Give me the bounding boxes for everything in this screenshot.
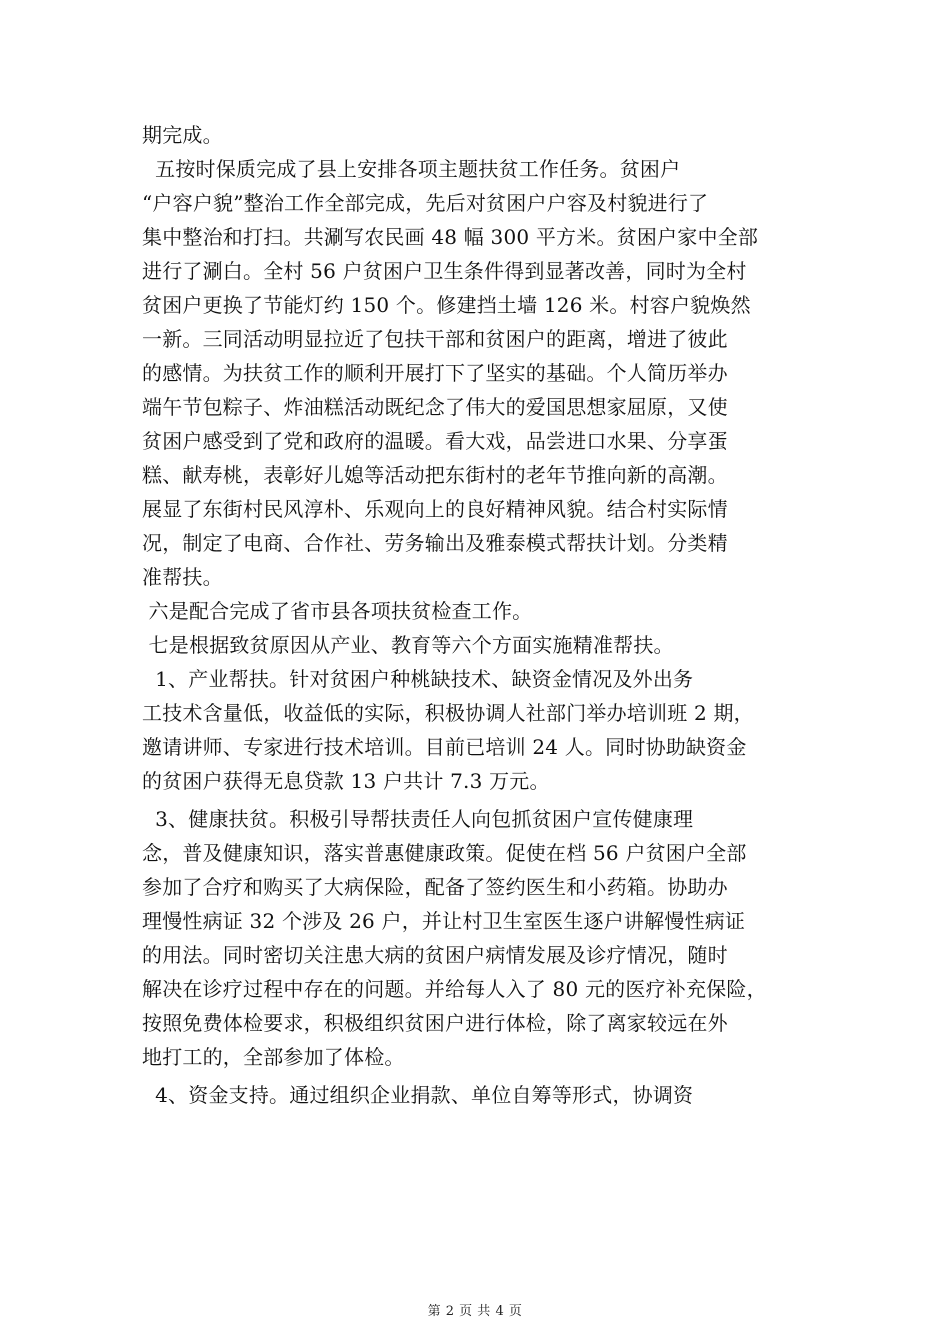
text-line: 糕、献寿桃，表彰好儿媳等活动把东街村的老年节推向新的高潮。 <box>142 463 728 487</box>
text-line: 理慢性病证 32 个涉及 26 户，并让村卫生室医生逐户讲解慢性病证 <box>142 909 746 933</box>
text-line: 3、健康扶贫。积极引导帮扶责任人向包抓贫困户宣传健康理 <box>142 807 694 831</box>
text-line: 贫困户感受到了党和政府的温暖。看大戏，品尝进口水果、分享蛋 <box>142 429 728 453</box>
text-line: 七是根据致贫原因从产业、教育等六个方面实施精准帮扶。 <box>142 633 674 657</box>
document-body <box>142 118 810 1112</box>
text-line: 五按时保质完成了县上安排各项主题扶贫工作任务。贫困户 <box>142 157 681 181</box>
text-line: 展显了东街村民风淳朴、乐观向上的良好精神风貌。结合村实际情 <box>142 497 728 521</box>
text-line: 按照免费体检要求，积极组织贫困户进行体检，除了离家较远在外 <box>142 1011 728 1035</box>
text-line: 参加了合疗和购买了大病保险，配备了签约医生和小药箱。协助办 <box>142 875 728 899</box>
text-line: 六是配合完成了省市县各项扶贫检查工作。 <box>142 599 533 623</box>
text-line: 工技术含量低，收益低的实际，积极协调人社部门举办培训班 2 期， <box>142 701 754 725</box>
text-line: 地打工的，全部参加了体检。 <box>142 1045 405 1069</box>
text-line: 集中整治和打扫。共涮写农民画 48 幅 300 平方米。贫困户家中全部 <box>142 225 759 249</box>
text-line: “户容户貌”整治工作全部完成，先后对贫困户户容及村貌进行了 <box>142 191 709 215</box>
page-footer <box>0 1300 950 1319</box>
text-line: 准帮扶。 <box>142 565 223 589</box>
text-line: 期完成。 <box>142 123 223 147</box>
text-line: 进行了涮白。全村 56 户贫困户卫生条件得到显著改善，同时为全村 <box>142 259 747 283</box>
text-line: 端午节包粽子、炸油糕活动既纪念了伟大的爱国思想家屈原，又使 <box>142 395 728 419</box>
text-line: 的感情。为扶贫工作的顺利开展打下了坚实的基础。个人简历举办 <box>142 361 728 385</box>
text-line: 况，制定了电商、合作社、劳务输出及雅泰模式帮扶计划。分类精 <box>142 531 728 555</box>
text-line: 一新。三同活动明显拉近了包扶干部和贫困户的距离，增进了彼此 <box>142 327 728 351</box>
text-line: 4、资金支持。通过组织企业捐款、单位自筹等形式，协调资 <box>142 1083 694 1107</box>
text-line: 解决在诊疗过程中存在的问题。并给每人入了 80 元的医疗补充保险， <box>142 977 767 1001</box>
text-line: 的贫困户获得无息贷款 13 户共计 7.3 万元。 <box>142 769 550 793</box>
text-line: 贫困户更换了节能灯约 150 个。修建挡土墙 126 米。村容户貌焕然 <box>142 293 751 317</box>
text-line: 1、产业帮扶。针对贫困户种桃缺技术、缺资金情况及外出务 <box>142 667 694 691</box>
text-line: 邀请讲师、专家进行技术培训。目前已培训 24 人。同时协助缺资金 <box>142 735 747 759</box>
text-line: 的用法。同时密切关注患大病的贫困户病情发展及诊疗情况，随时 <box>142 943 728 967</box>
text-line: 念，普及健康知识，落实普惠健康政策。促使在档 56 户贫困户全部 <box>142 841 747 865</box>
page-indicator: 第 2 页 共 4 页 <box>427 1304 523 1319</box>
